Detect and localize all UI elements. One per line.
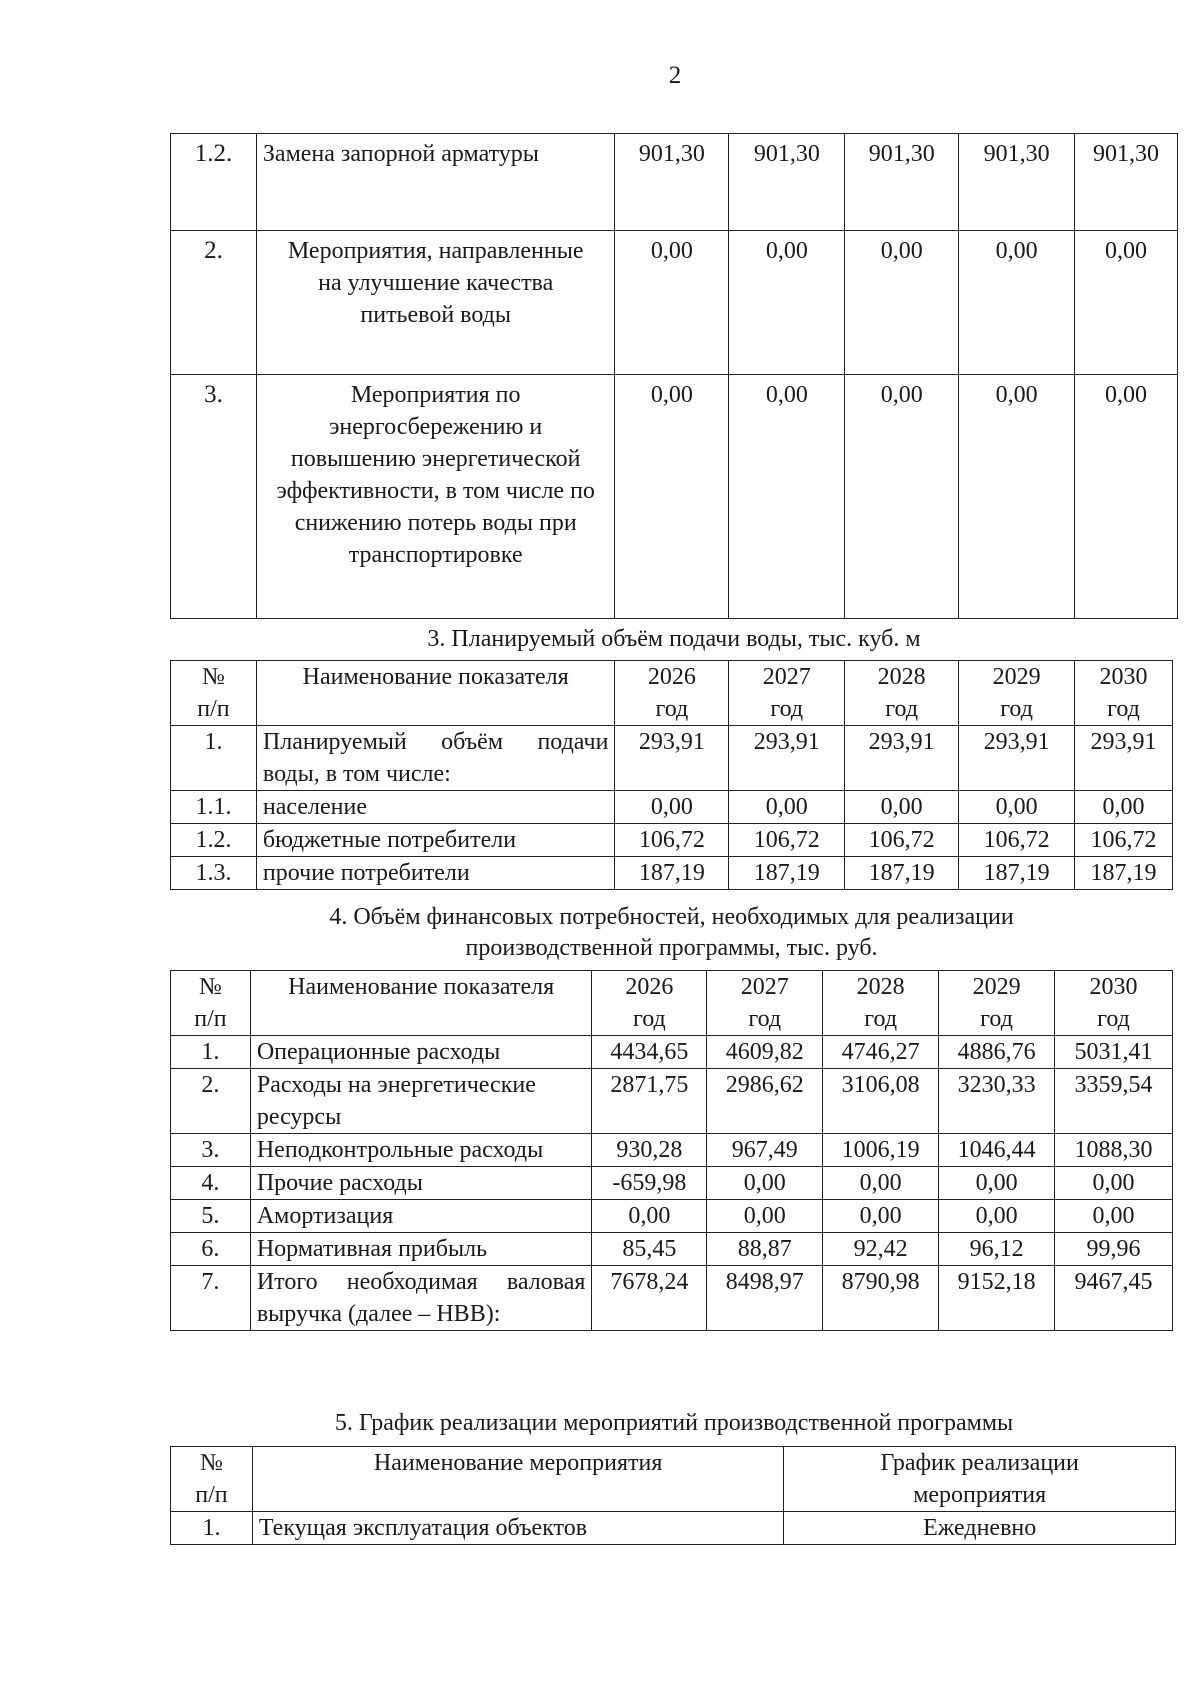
indicator-name: Планируемый объём подачи воды, в том числе:: [256, 726, 615, 791]
row-number: 1.: [171, 1036, 251, 1069]
value-cell: 3106,08: [823, 1069, 939, 1134]
indicator-name: прочие потребители: [256, 857, 615, 890]
value-cell: 2871,75: [592, 1069, 707, 1134]
financial-needs-table: [170, 970, 1173, 1331]
column-header-number: № п/п: [171, 971, 251, 1036]
row-number: 2.: [171, 1069, 251, 1134]
value-cell: 106,72: [1075, 824, 1173, 857]
row-number: 3.: [171, 375, 257, 619]
value-cell: 187,19: [959, 857, 1075, 890]
indicator-name: Операционные расходы: [250, 1036, 592, 1069]
indicator-name: Итого необходимая валовая выручка (далее – НВВ):: [250, 1266, 592, 1331]
value-cell: 0,00: [1075, 231, 1178, 375]
value-cell: 187,19: [1075, 857, 1173, 890]
column-header-year: 2029 год: [939, 971, 1055, 1036]
value-cell: 3230,33: [939, 1069, 1055, 1134]
column-header-name: Наименование показателя: [256, 661, 615, 726]
value-cell: 967,49: [707, 1134, 823, 1167]
table-row: [171, 1069, 1173, 1134]
column-header-year: 2028 год: [823, 971, 939, 1036]
indicator-name: Нормативная прибыль: [250, 1233, 592, 1266]
value-cell: 96,12: [939, 1233, 1055, 1266]
value-cell: -659,98: [592, 1167, 707, 1200]
row-number: 1.1.: [171, 791, 257, 824]
row-number: 1.3.: [171, 857, 257, 890]
value-cell: 0,00: [845, 791, 959, 824]
value-cell: 0,00: [845, 231, 959, 375]
column-header-number: № п/п: [171, 1447, 253, 1512]
value-cell: 0,00: [592, 1200, 707, 1233]
value-cell: 4434,65: [592, 1036, 707, 1069]
row-number: 1.2.: [171, 824, 257, 857]
value-cell: 187,19: [845, 857, 959, 890]
value-cell: 0,00: [1055, 1200, 1173, 1233]
value-cell: 187,19: [615, 857, 729, 890]
table-row: [171, 1134, 1173, 1167]
table-row: [171, 1200, 1173, 1233]
measure-name: Мероприятия, направленные на улучшение качества питьевой воды: [256, 231, 615, 375]
table-row: [171, 375, 1178, 619]
indicator-name: бюджетные потребители: [256, 824, 615, 857]
indicator-name: Расходы на энергетические ресурсы: [250, 1069, 592, 1134]
indicator-name: население: [256, 791, 615, 824]
value-cell: 0,00: [823, 1167, 939, 1200]
row-number: 2.: [171, 231, 257, 375]
value-cell: 0,00: [959, 791, 1075, 824]
value-cell: 0,00: [939, 1167, 1055, 1200]
column-header-schedule: График реализации мероприятия: [784, 1447, 1176, 1512]
column-header-year: 2026 год: [592, 971, 707, 1036]
column-header-name: Наименование мероприятия: [252, 1447, 783, 1512]
row-number: 3.: [171, 1134, 251, 1167]
value-cell: 293,91: [959, 726, 1075, 791]
row-number: 6.: [171, 1233, 251, 1266]
value-cell: 106,72: [729, 824, 845, 857]
table-row: [171, 231, 1178, 375]
row-number: 4.: [171, 1167, 251, 1200]
value-cell: 0,00: [707, 1167, 823, 1200]
value-cell: 930,28: [592, 1134, 707, 1167]
value-cell: 293,91: [1075, 726, 1173, 791]
row-number: 7.: [171, 1266, 251, 1331]
row-number: 1.: [171, 1512, 253, 1545]
value-cell: 0,00: [1075, 791, 1173, 824]
value-cell: 9152,18: [939, 1266, 1055, 1331]
water-supply-table: [170, 660, 1173, 890]
value-cell: 2986,62: [707, 1069, 823, 1134]
value-cell: 0,00: [959, 231, 1075, 375]
value-cell: 0,00: [939, 1200, 1055, 1233]
value-cell: 7678,24: [592, 1266, 707, 1331]
value-cell: 293,91: [615, 726, 729, 791]
value-cell: 0,00: [729, 231, 845, 375]
value-cell: 88,87: [707, 1233, 823, 1266]
measures-table: [170, 133, 1178, 619]
column-header-year: 2030 год: [1055, 971, 1173, 1036]
value-cell: 0,00: [823, 1200, 939, 1233]
value-cell: 92,42: [823, 1233, 939, 1266]
value-cell: 3359,54: [1055, 1069, 1173, 1134]
value-cell: 85,45: [592, 1233, 707, 1266]
value-cell: 1088,30: [1055, 1134, 1173, 1167]
value-cell: 0,00: [959, 375, 1075, 619]
table-row: [171, 726, 1173, 791]
value-cell: 8790,98: [823, 1266, 939, 1331]
value-cell: 0,00: [729, 791, 845, 824]
table-row: [171, 1036, 1173, 1069]
value-cell: 4886,76: [939, 1036, 1055, 1069]
value-cell: 0,00: [615, 791, 729, 824]
value-cell: 293,91: [845, 726, 959, 791]
value-cell: 1006,19: [823, 1134, 939, 1167]
value-cell: 0,00: [1075, 375, 1178, 619]
schedule-cell: Ежедневно: [784, 1512, 1176, 1545]
table-row: [171, 134, 1178, 231]
row-number: 5.: [171, 1200, 251, 1233]
schedule-table: [170, 1446, 1176, 1545]
indicator-name: Неподконтрольные расходы: [250, 1134, 592, 1167]
value-cell: 901,30: [729, 134, 845, 231]
column-header-year: 2029 год: [959, 661, 1075, 726]
section-4-title: [170, 902, 1173, 964]
table-row: [171, 1167, 1173, 1200]
value-cell: 0,00: [615, 375, 729, 619]
value-cell: 106,72: [845, 824, 959, 857]
table-header-row: [171, 971, 1173, 1036]
indicator-name: Амортизация: [250, 1200, 592, 1233]
value-cell: 901,30: [845, 134, 959, 231]
measure-name: Текущая эксплуатация объектов: [252, 1512, 783, 1545]
row-number: 1.: [171, 726, 257, 791]
column-header-name: Наименование показателя: [250, 971, 592, 1036]
value-cell: 0,00: [707, 1200, 823, 1233]
section-4-title-line-2: производственной программы, тыс. руб.: [465, 935, 878, 961]
row-number: 1.2.: [171, 134, 257, 231]
measure-name: Мероприятия по энергосбережению и повышению энергетической эффективности, в том числе по снижению потерь воды при транспортировке: [256, 375, 615, 619]
value-cell: 9467,45: [1055, 1266, 1173, 1331]
column-header-year: 2027 год: [707, 971, 823, 1036]
table-header-row: [171, 661, 1173, 726]
indicator-name: Прочие расходы: [250, 1167, 592, 1200]
column-header-year: 2027 год: [729, 661, 845, 726]
value-cell: 4609,82: [707, 1036, 823, 1069]
value-cell: 0,00: [845, 375, 959, 619]
value-cell: 901,30: [615, 134, 729, 231]
column-header-year: 2026 год: [615, 661, 729, 726]
value-cell: 0,00: [1055, 1167, 1173, 1200]
table-header-row: [171, 1447, 1176, 1512]
value-cell: 1046,44: [939, 1134, 1055, 1167]
value-cell: 187,19: [729, 857, 845, 890]
value-cell: 0,00: [615, 231, 729, 375]
table-row: [171, 824, 1173, 857]
column-header-year: 2030 год: [1075, 661, 1173, 726]
value-cell: 293,91: [729, 726, 845, 791]
value-cell: 5031,41: [1055, 1036, 1173, 1069]
table-row: [171, 1512, 1176, 1545]
section-5-title: 5. График реализации мероприятий производственной программы: [334, 1410, 1014, 1436]
value-cell: 901,30: [1075, 134, 1178, 231]
section-3-title: 3. Планируемый объём подачи воды, тыс. куб. м: [427, 626, 921, 652]
value-cell: 8498,97: [707, 1266, 823, 1331]
table-row: [171, 791, 1173, 824]
value-cell: 106,72: [959, 824, 1075, 857]
table-row: [171, 1266, 1173, 1331]
table-row: [171, 857, 1173, 890]
value-cell: 99,96: [1055, 1233, 1173, 1266]
value-cell: 901,30: [959, 134, 1075, 231]
table-row: [171, 1233, 1173, 1266]
value-cell: 4746,27: [823, 1036, 939, 1069]
value-cell: 0,00: [729, 375, 845, 619]
column-header-year: 2028 год: [845, 661, 959, 726]
measure-name: Замена запорной арматуры: [256, 134, 615, 231]
section-4-title-line-1: 4. Объём финансовых потребностей, необходимых для реализации: [329, 904, 1014, 930]
column-header-number: № п/п: [171, 661, 257, 726]
value-cell: 106,72: [615, 824, 729, 857]
page-number: 2: [668, 62, 682, 89]
